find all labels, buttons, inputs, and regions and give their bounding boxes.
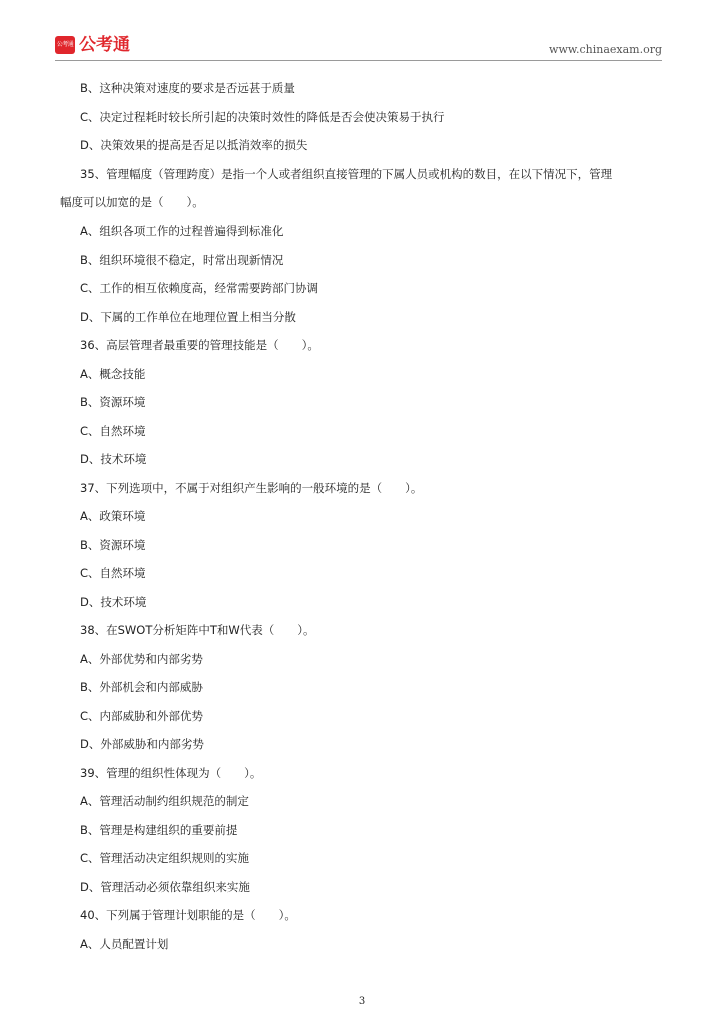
question-37-title: 37、下列选项中，不属于对组织产生影响的一般环境的是（ ）。: [80, 481, 423, 495]
option-b-35: B、组织环境很不稳定，时常出现新情况: [80, 253, 284, 267]
option-a-39: A、管理活动制约组织规范的制定: [80, 794, 249, 808]
option-c-35: C、工作的相互依赖度高，经常需要跨部门协调: [80, 281, 319, 295]
option-c-39: C、管理活动决定组织规则的实施: [80, 851, 250, 865]
question-40-title: 40、下列属于管理计划职能的是（ ）。: [80, 908, 296, 922]
option-d-35: D、下属的工作单位在地理位置上相当分散: [80, 310, 296, 324]
option-a-35: A、组织各项工作的过程普遍得到标准化: [80, 224, 284, 238]
question-39-title: 39、管理的组织性体现为（ ）。: [80, 766, 262, 780]
page-header: [55, 34, 662, 61]
question-35-title: 35、管理幅度（管理跨度）是指一个人或者组织直接管理的下属人员或机构的数目，在以下情况下，管理: [80, 167, 613, 181]
option-b-37: B、资源环境: [80, 538, 146, 552]
option-a-37: A、政策环境: [80, 509, 146, 523]
option-d-36: D、技术环境: [80, 452, 147, 466]
option-c-36: C、自然环境: [80, 424, 146, 438]
question-36-title: 36、高层管理者最重要的管理技能是（ ）。: [80, 338, 319, 352]
option-c-37: C、自然环境: [80, 566, 146, 580]
site-url: www.chinaexam.org: [549, 43, 662, 56]
logo-text: 公考通: [79, 35, 130, 55]
page-number: 3: [358, 996, 366, 1007]
option-c-38: C、内部威胁和外部优势: [80, 709, 204, 723]
logo-mark-icon: 公考通: [55, 36, 75, 54]
logo: [55, 36, 130, 54]
option-d-37: D、技术环境: [80, 595, 147, 609]
option-b-33: B、这种决策对速度的要求是否远甚于质量: [80, 81, 295, 95]
option-d-33: D、决策效果的提高是否足以抵消效率的损失: [80, 138, 308, 152]
option-a-40: A、人员配置计划: [80, 937, 169, 951]
option-a-36: A、概念技能: [80, 367, 146, 381]
question-38-title: 38、在SWOT分析矩阵中T和W代表（ ）。: [80, 623, 315, 637]
option-b-39: B、管理是构建组织的重要前提: [80, 823, 238, 837]
question-35-title-cont: 幅度可以加宽的是（ ）。: [60, 195, 204, 209]
option-b-36: B、资源环境: [80, 395, 146, 409]
option-c-33: C、决定过程耗时较长所引起的决策时效性的降低是否会使决策易于执行: [80, 110, 445, 124]
option-d-38: D、外部威胁和内部劣势: [80, 737, 204, 751]
option-d-39: D、管理活动必须依靠组织来实施: [80, 880, 250, 894]
option-a-38: A、外部优势和内部劣势: [80, 652, 203, 666]
option-b-38: B、外部机会和内部威胁: [80, 680, 203, 694]
